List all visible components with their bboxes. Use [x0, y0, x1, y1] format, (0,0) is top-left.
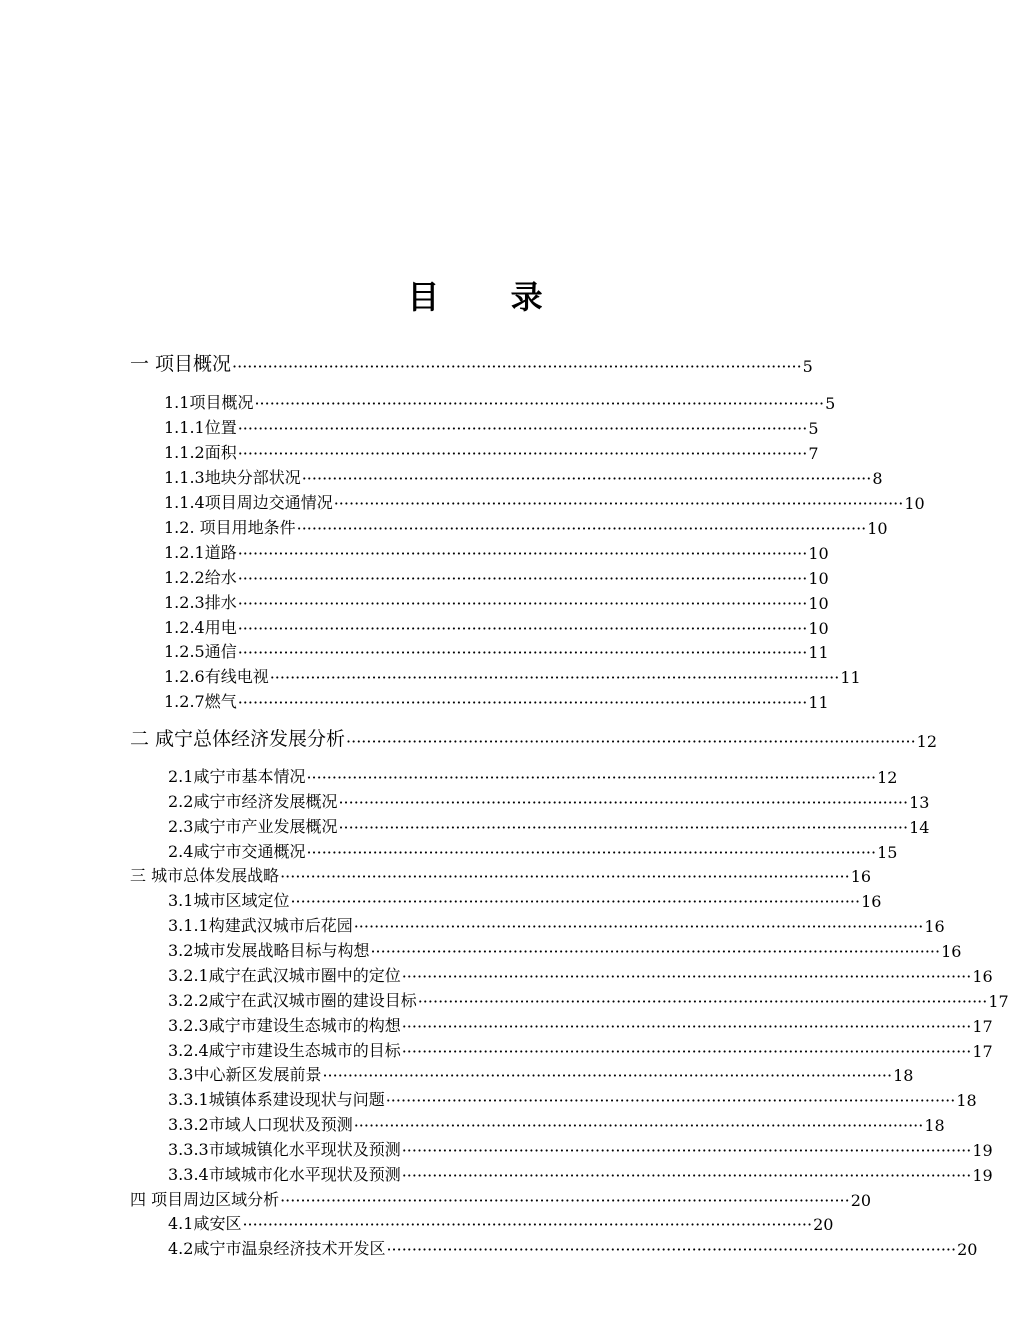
toc-label: 3.2城市发展战略目标与构想 [168, 941, 370, 960]
toc-label: 1.2.5通信 [164, 642, 237, 661]
toc-page: 10 [808, 544, 829, 563]
leader-dots: ················································································································ [280, 867, 850, 886]
toc-page: 10 [808, 569, 829, 588]
toc-label: 1.1项目概况 [164, 393, 254, 412]
toc-label: 3.3.1城镇体系建设现状与问题 [168, 1090, 385, 1109]
toc-label: 1.2.6有线电视 [164, 667, 269, 686]
toc-page: 17 [972, 1017, 993, 1036]
leader-dots: ················································································································ [237, 594, 808, 613]
toc-entry[interactable] [168, 1138, 993, 1160]
toc-entry[interactable] [164, 466, 883, 488]
leader-dots: ················································································································ [401, 1017, 972, 1036]
toc-label: 1.1.2面积 [164, 443, 237, 462]
toc-page: 18 [924, 1116, 945, 1135]
toc-page: 19 [972, 1141, 993, 1160]
toc-label: 4.2咸宁市温泉经济技术开发区 [168, 1239, 386, 1258]
toc-entry[interactable] [168, 1163, 993, 1185]
toc-page: 18 [956, 1091, 977, 1110]
toc-label: 1.2. 项目用地条件 [164, 518, 296, 537]
toc-page: 16 [924, 917, 945, 936]
toc-label: 1.2.2给水 [164, 568, 237, 587]
toc-entry[interactable] [168, 815, 930, 837]
toc-page: 7 [808, 444, 819, 463]
toc-label: 2.1咸宁市基本情况 [168, 767, 306, 786]
toc-label: 3.1.1构建武汉城市后花园 [168, 916, 353, 935]
leader-dots: ················································································································ [296, 519, 867, 538]
leader-dots: ················································································································ [322, 1066, 893, 1085]
leader-dots: ················································································································ [306, 768, 877, 787]
toc-label: 1.2.3排水 [164, 593, 237, 612]
toc-entry[interactable] [168, 1014, 993, 1036]
toc-page: 10 [808, 594, 829, 613]
toc-entry[interactable] [168, 765, 898, 787]
toc-entry[interactable] [164, 665, 861, 687]
toc-label: 3.1城市区域定位 [168, 891, 290, 910]
leader-dots: ················································································································ [353, 917, 924, 936]
toc-page: 10 [904, 494, 925, 513]
toc-entry[interactable] [164, 690, 829, 712]
toc-page: 16 [941, 942, 962, 961]
toc-page: 12 [916, 732, 938, 751]
toc-entry[interactable] [168, 889, 882, 911]
toc-label: 2.3咸宁市产业发展概况 [168, 817, 338, 836]
toc-page: 13 [909, 793, 930, 812]
toc-label: 1.1.3地块分部状况 [164, 468, 301, 487]
leader-dots: ················································································································ [401, 1166, 972, 1185]
toc-entry[interactable] [164, 441, 819, 463]
toc-entry[interactable] [164, 391, 836, 413]
toc-page: 20 [813, 1215, 834, 1234]
leader-dots: ················································································································ [353, 1116, 924, 1135]
leader-dots: ················································································································ [237, 569, 808, 588]
toc-page: 19 [972, 1166, 993, 1185]
toc-label: 二 咸宁总体经济发展分析 [130, 728, 346, 750]
toc-page: 20 [850, 1191, 872, 1210]
leader-dots: ················································································································ [237, 544, 808, 563]
toc-label: 1.1.4项目周边交通情况 [164, 493, 333, 512]
leader-dots: ················································································································ [237, 643, 808, 662]
leader-dots: ················································································································ [242, 1215, 813, 1234]
toc-page: 5 [802, 357, 813, 376]
toc-label: 3.2.4咸宁市建设生态城市的目标 [168, 1041, 401, 1060]
leader-dots: ················································································································ [338, 793, 909, 812]
toc-label: 1.2.7燃气 [164, 692, 237, 711]
toc-label: 1.2.4用电 [164, 618, 237, 637]
toc-label: 3.3.2市域人口现状及预测 [168, 1115, 353, 1134]
toc-label: 2.4咸宁市交通概况 [168, 842, 306, 861]
leader-dots: ················································································································ [338, 818, 909, 837]
leader-dots: ················································································································ [401, 1141, 972, 1160]
toc-label: 三 城市总体发展战略 [130, 866, 280, 885]
toc-page: 14 [909, 818, 930, 837]
leader-dots: ················································································································ [346, 732, 916, 751]
leader-dots: ················································································································ [232, 357, 802, 376]
toc-chapter-3[interactable] [130, 864, 872, 886]
toc-label: 3.3中心新区发展前景 [168, 1065, 322, 1084]
toc-page: 12 [877, 768, 898, 787]
leader-dots: ················································································································ [401, 1042, 972, 1061]
toc-entry[interactable] [168, 1113, 945, 1135]
toc-label: 3.2.1咸宁在武汉城市圈中的定位 [168, 966, 401, 985]
toc-entry[interactable] [168, 1212, 834, 1234]
leader-dots: ················································································································ [417, 992, 988, 1011]
toc-label: 一 项目概况 [130, 353, 232, 375]
leader-dots: ················································································································ [254, 394, 825, 413]
leader-dots: ················································································································ [269, 668, 840, 687]
toc-entry[interactable] [168, 939, 962, 961]
toc-entry[interactable] [168, 1237, 978, 1259]
toc-page: 16 [972, 967, 993, 986]
leader-dots: ················································································································ [237, 419, 808, 438]
toc-entry[interactable] [168, 790, 930, 812]
toc-entry[interactable] [164, 616, 829, 638]
leader-dots: ················································································································ [385, 1091, 956, 1110]
toc-page: 5 [825, 394, 836, 413]
toc-entry[interactable] [168, 914, 945, 936]
toc-page: 8 [872, 469, 883, 488]
leader-dots: ················································································································ [280, 1191, 850, 1210]
toc-label: 3.3.4市域城市化水平现状及预测 [168, 1165, 401, 1184]
toc-label: 四 项目周边区域分析 [130, 1190, 280, 1209]
toc-title: 目 录 [407, 278, 573, 316]
toc-label: 1.2.1道路 [164, 543, 237, 562]
leader-dots: ················································································································ [237, 619, 808, 638]
toc-entry[interactable] [164, 516, 888, 538]
toc-label: 2.2咸宁市经济发展概况 [168, 792, 338, 811]
toc-page: 17 [972, 1042, 993, 1061]
toc-chapter-2[interactable] [130, 727, 938, 751]
leader-dots: ················································································································ [333, 494, 904, 513]
toc-page: 20 [957, 1240, 978, 1259]
toc-entry[interactable] [168, 840, 898, 862]
toc-page: 17 [988, 992, 1009, 1011]
leader-dots: ················································································································ [237, 693, 808, 712]
toc-entry[interactable] [164, 541, 829, 563]
toc-page: 11 [808, 693, 829, 712]
leader-dots: ················································································································ [237, 444, 808, 463]
toc-entry[interactable] [168, 1063, 914, 1085]
toc-entry[interactable] [164, 491, 925, 513]
toc-page: 10 [867, 519, 888, 538]
toc-page: 18 [893, 1066, 914, 1085]
toc-entry[interactable] [164, 416, 819, 438]
toc-entry[interactable] [168, 1039, 993, 1061]
toc-label: 4.1咸安区 [168, 1214, 242, 1233]
toc-label: 3.2.2咸宁在武汉城市圈的建设目标 [168, 991, 417, 1010]
toc-entry[interactable] [164, 640, 829, 662]
toc-page: 11 [840, 668, 861, 687]
toc-page: 5 [808, 419, 819, 438]
toc-chapter-1[interactable] [130, 352, 813, 376]
toc-label: 3.2.3咸宁市建设生态城市的构想 [168, 1016, 401, 1035]
toc-entry[interactable] [168, 989, 1009, 1011]
toc-page: 16 [861, 892, 882, 911]
leader-dots: ················································································································ [401, 967, 972, 986]
toc-entry[interactable] [164, 566, 829, 588]
leader-dots: ················································································································ [301, 469, 872, 488]
toc-entry[interactable] [168, 1088, 977, 1110]
toc-label: 3.3.3市域城镇化水平现状及预测 [168, 1140, 401, 1159]
toc-page: 10 [808, 619, 829, 638]
toc-page: 15 [877, 843, 898, 862]
leader-dots: ················································································································ [306, 843, 877, 862]
leader-dots: ················································································································ [290, 892, 861, 911]
toc-entry[interactable] [168, 964, 993, 986]
toc-page: 11 [808, 643, 829, 662]
toc-chapter-4[interactable] [130, 1188, 872, 1210]
toc-label: 1.1.1位置 [164, 418, 237, 437]
toc-entry[interactable] [164, 591, 829, 613]
leader-dots: ················································································································ [370, 942, 941, 961]
toc-page: 16 [850, 867, 872, 886]
leader-dots: ················································································································ [386, 1240, 957, 1259]
